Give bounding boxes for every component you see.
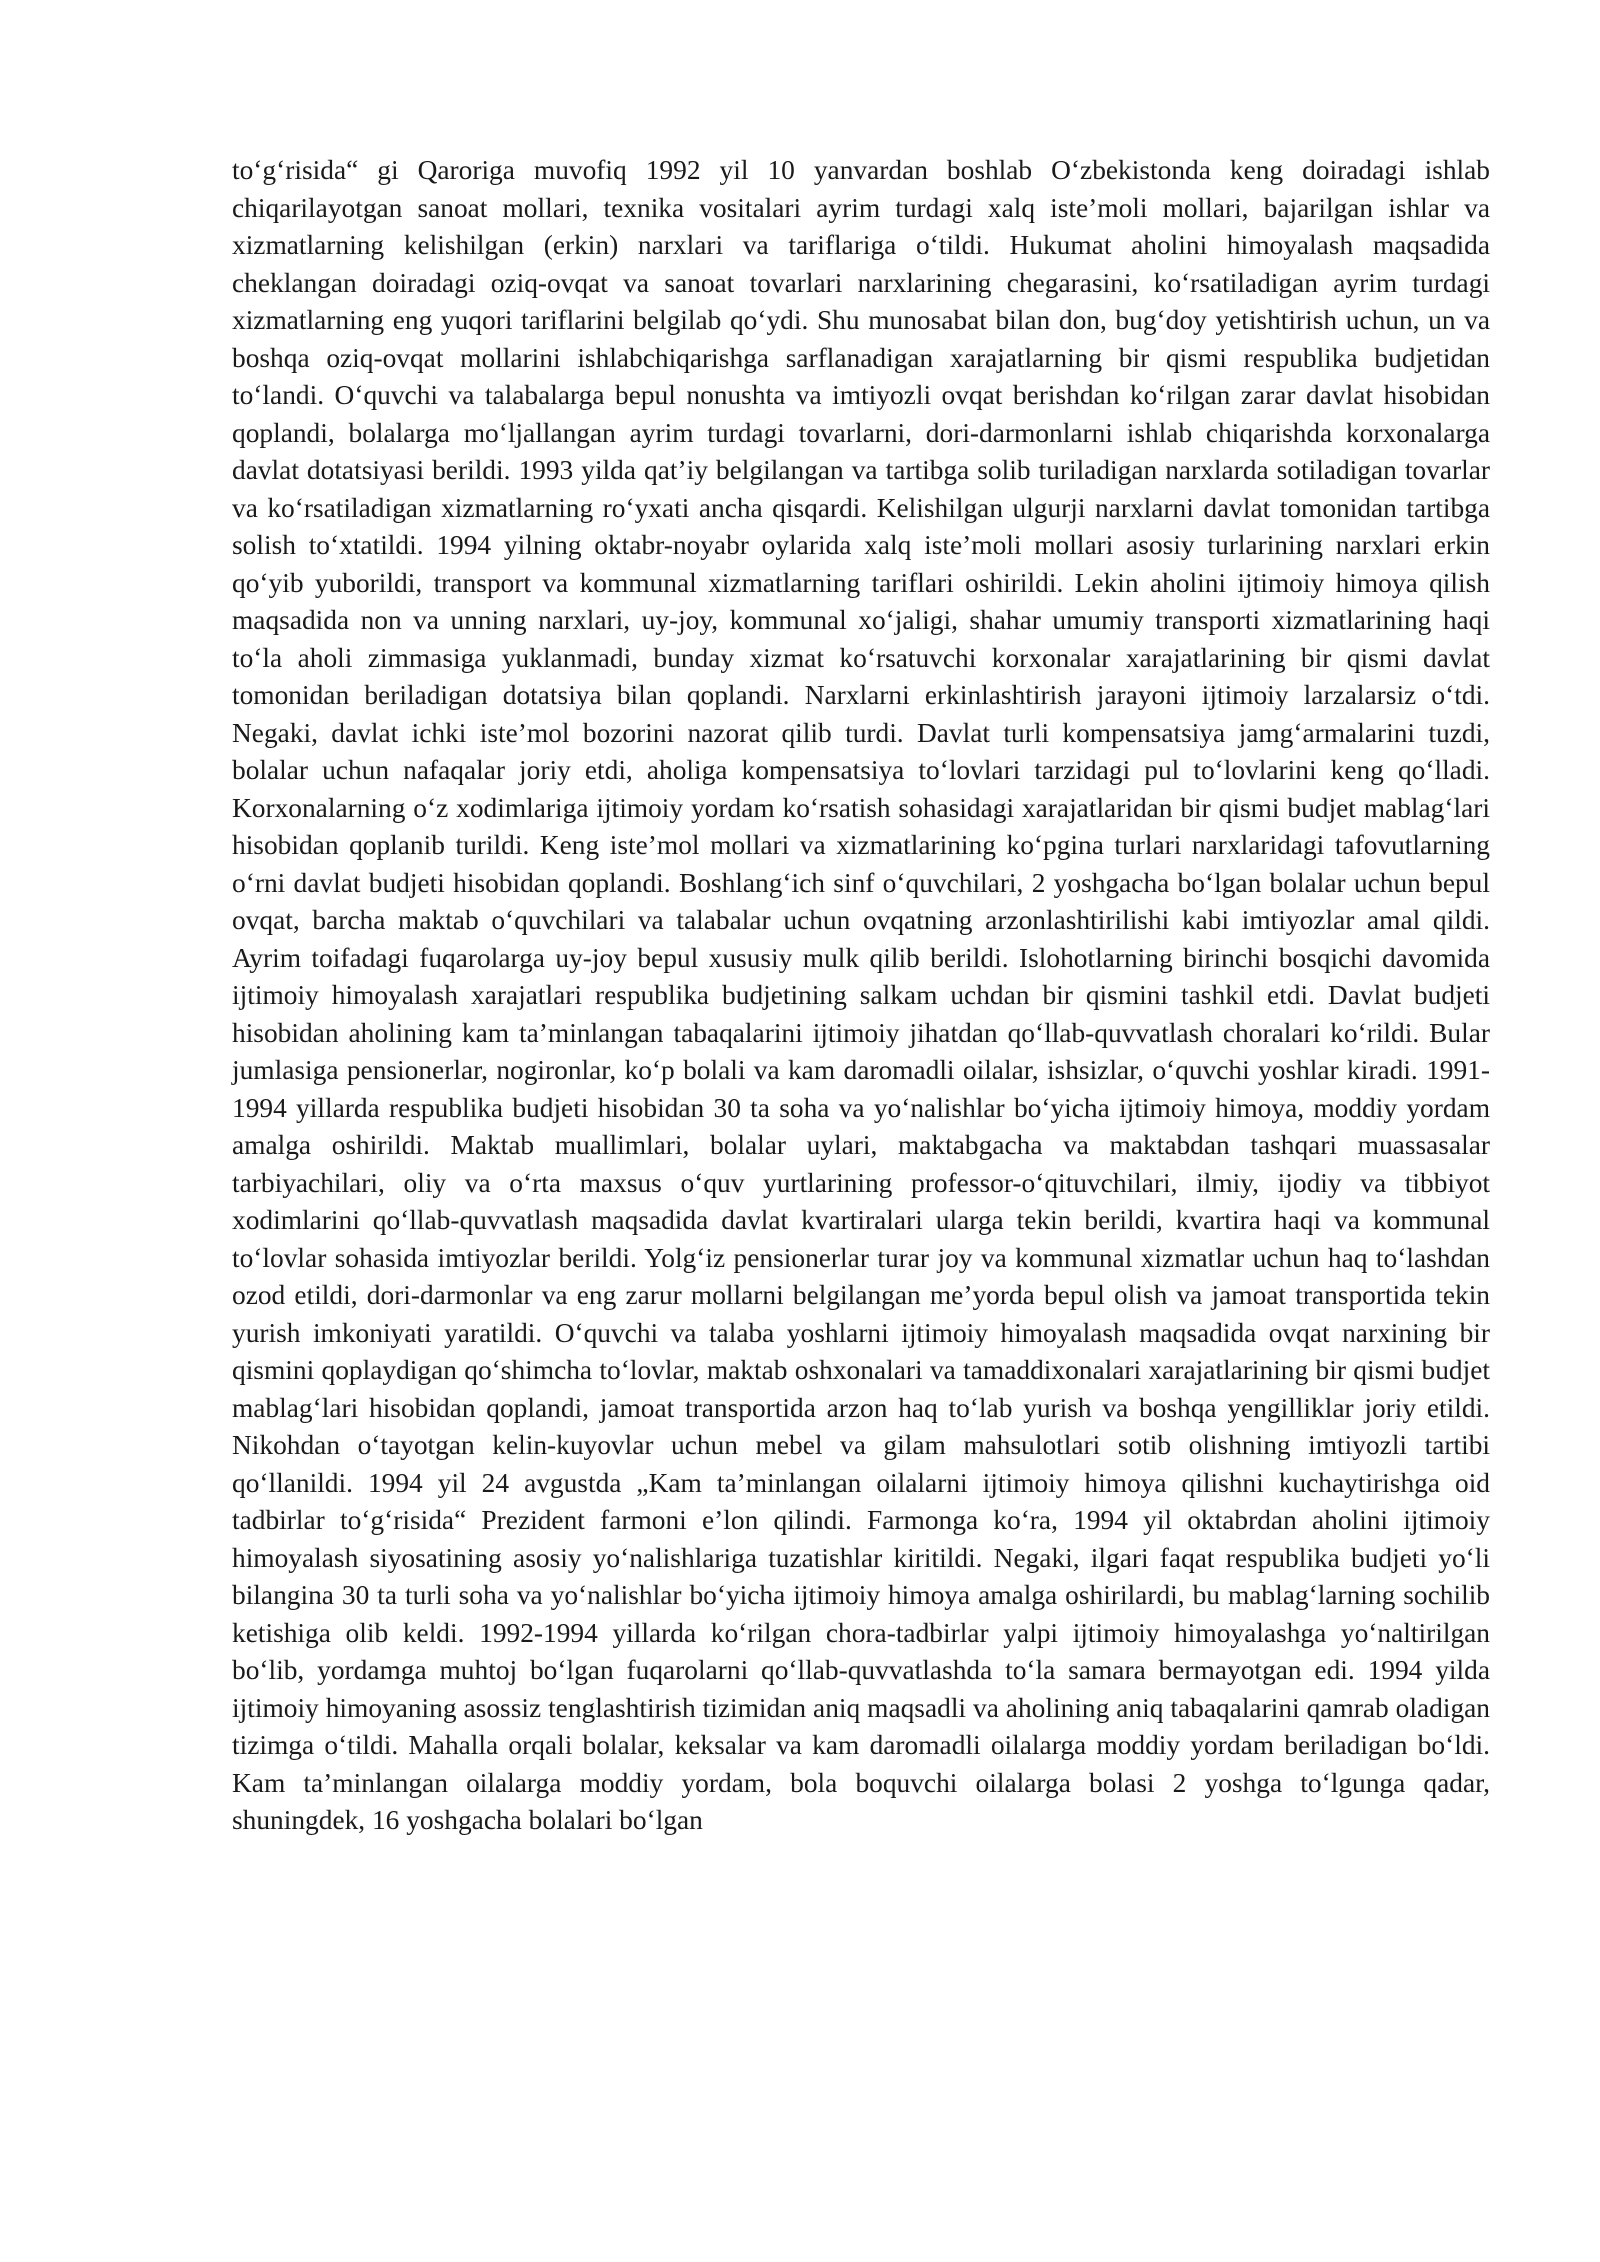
body-paragraph: to‘g‘risida“ gi Qaroriga muvofiq 1992 yil 10 yanvardan boshlab O‘zbekistonda keng doiradagi ishlab chiqarilayotgan sanoat mollari, texnika vositalari ayrim turdagi xalq iste’moli mollari, bajarilgan ishlar va xizmatlarning kelishilgan (erkin) narxlari va tariflariga o‘tildi. Hukumat aholini himoyalash maqsadida cheklangan doiradagi oziq-ovqat va sanoat tovarlari narxlarining chegarasini, ko‘rsatiladigan ayrim turdagi xizmatlarning eng yuqori tariflarini belgilab qo‘ydi. Shu munosabat bilan don, bug‘doy yetishtirish uchun, un va boshqa oziq-ovqat mollarini ishlabchiqarishga sarflanadigan xarajatlarning bir qismi respublika budjetidan to‘landi. O‘quvchi va talabalarga bepul nonushta va imtiyozli ovqat berishdan ko‘rilgan zarar davlat hisobidan qoplandi, bolalarga mo‘ljallangan ayrim turdagi tovarlarni, dori-darmonlarni ishlab chiqarishda korxonalarga davlat dotatsiyasi berildi. 1993 yilda qat’iy belgilangan va tartibga solib turiladigan narxlarda sotiladigan tovarlar va ko‘rsatiladigan xizmatlarning ro‘yxati ancha qisqardi. Kelishilgan ulgurji narxlarni davlat tomonidan tartibga solish to‘xtatildi. 1994 yilning oktabr-noyabr oylarida xalq iste’moli mollari asosiy turlarining narxlari erkin qo‘yib yuborildi, transport va kommunal xizmatlarning tariflari oshirildi. Lekin aholini ijtimoiy himoya qilish maqsadida non va unning narxlari, uy-joy, kommunal xo‘jaligi, shahar umumiy transporti xizmatlarining haqi to‘la aholi zimmasiga yuklanmadi, bunday xizmat ko‘rsatuvchi korxonalar xarajatlarining bir qismi davlat tomonidan beriladigan dotatsiya bilan qoplandi. Narxlarni erkinlashtirish jarayoni ijtimoiy larzalarsiz o‘tdi. Negaki, davlat ichki iste’mol bozorini nazorat qilib turdi. Davlat turli kompensatsiya jamg‘armalarini tuzdi, bolalar uchun nafaqalar joriy etdi, aholiga kompensatsiya to‘lovlari tarzidagi pul to‘lovlarini keng qo‘lladi. Korxonalarning o‘z xodimlariga ijtimoiy yordam ko‘rsatish sohasidagi xarajatlaridan bir qismi budjet mablag‘lari hisobidan qoplanib turildi. Keng iste’mol mollari va xizmatlarining ko‘pgina turlari narxlaridagi tafovutlarning o‘rni davlat budjeti hisobidan qoplandi. Boshlang‘ich sinf o‘quvchilari, 2 yoshgacha bo‘lgan bolalar uchun bepul ovqat, barcha maktab o‘quvchilari va talabalar uchun ovqatning arzonlashtirilishi kabi imtiyozlar amal qildi. Ayrim toifadagi fuqarolarga uy-joy bepul xususiy mulk qilib berildi. Islohotlarning birinchi bosqichi davomida ijtimoiy himoyalash xarajatlari respublika budjetining salkam uchdan bir qismini tashkil etdi. Davlat budjeti hisobidan aholining kam ta’minlangan tabaqalarini ijtimoiy jihatdan qo‘llab-quvvatlash choralari ko‘rildi. Bular jumlasiga pensionerlar, nogironlar, ko‘p bolali va kam daromadli oilalar, ishsizlar, o‘quvchi yoshlar kiradi. 1991-1994 yillarda respublika budjeti hisobidan 30 ta soha va yo‘nalishlar bo‘yicha ijtimoiy himoya, moddiy yordam amalga oshirildi. Maktab muallimlari, bolalar uylari, maktabgacha va maktabdan tashqari muassasalar tarbiyachilari, oliy va o‘rta maxsus o‘quv yurtlarining professor-o‘qituvchilari, ilmiy, ijodiy va tibbiyot xodimlarini qo‘llab-quvvatlash maqsadida davlat kvartiralari ularga tekin berildi, kvartira haqi va kommunal to‘lovlar sohasida imtiyozlar berildi. Yolg‘iz pensionerlar turar joy va kommunal xizmatlar uchun haq to‘lashdan ozod etildi, dori-darmonlar va eng zarur mollarni belgilangan me’yorda bepul olish va jamoat transportida tekin yurish imkoniyati yaratildi. O‘quvchi va talaba yoshlarni ijtimoiy himoyalash maqsadida ovqat narxining bir qismini qoplaydigan qo‘shimcha to‘lovlar, maktab oshxonalari va tamaddixonalari xarajatlarining bir qismi budjet mablag‘lari hisobidan qoplandi, jamoat transportida arzon haq to‘lab yurish va boshqa yengilliklar joriy etildi. Nikohdan o‘tayotgan kelin-kuyovlar uchun mebel va gilam mahsulotlari sotib olishning imtiyozli tartibi qo‘llanildi. 1994 yil 24 avgustda „Kam ta’minlangan oilalarni ijtimoiy himoya qilishni kuchaytirishga oid tadbirlar to‘g‘risida“ Prezident farmoni e’lon qilindi. Farmonga ko‘ra, 1994 yil oktabrdan aholini ijtimoiy himoyalash siyosatining asosiy yo‘nalishlariga tuzatishlar kiritildi. Negaki, ilgari faqat respublika budjeti yo‘li bilangina 30 ta turli soha va yo‘nalishlar bo‘yicha ijtimoiy himoya amalga oshirilardi, bu mablag‘larning sochilib ketishiga olib keldi. 1992-1994 yillarda ko‘rilgan chora-tadbirlar yalpi ijtimoiy himoyalashga yo‘naltirilgan bo‘lib, yordamga muhtoj bo‘lgan fuqarolarni qo‘llab-quvvatlashda to‘la samara bermayotgan edi. 1994 yilda ijtimoiy himoyaning asossiz tenglashtirish tizimidan aniq maqsadli va aholining aniq tabaqalarini qamrab oladigan tizimga o‘tildi. Mahalla orqali bolalar, keksalar va kam daromadli oilalarga moddiy yordam beriladigan bo‘ldi. Kam ta’minlangan oilalarga moddiy yordam, bola boquvchi oilalarga bolasi 2 yoshga to‘lgunga qadar, shuningdek, 16 yoshgacha bolalari bo‘lgan <box>232 155 1490 1835</box>
document-body <box>232 152 1490 1840</box>
